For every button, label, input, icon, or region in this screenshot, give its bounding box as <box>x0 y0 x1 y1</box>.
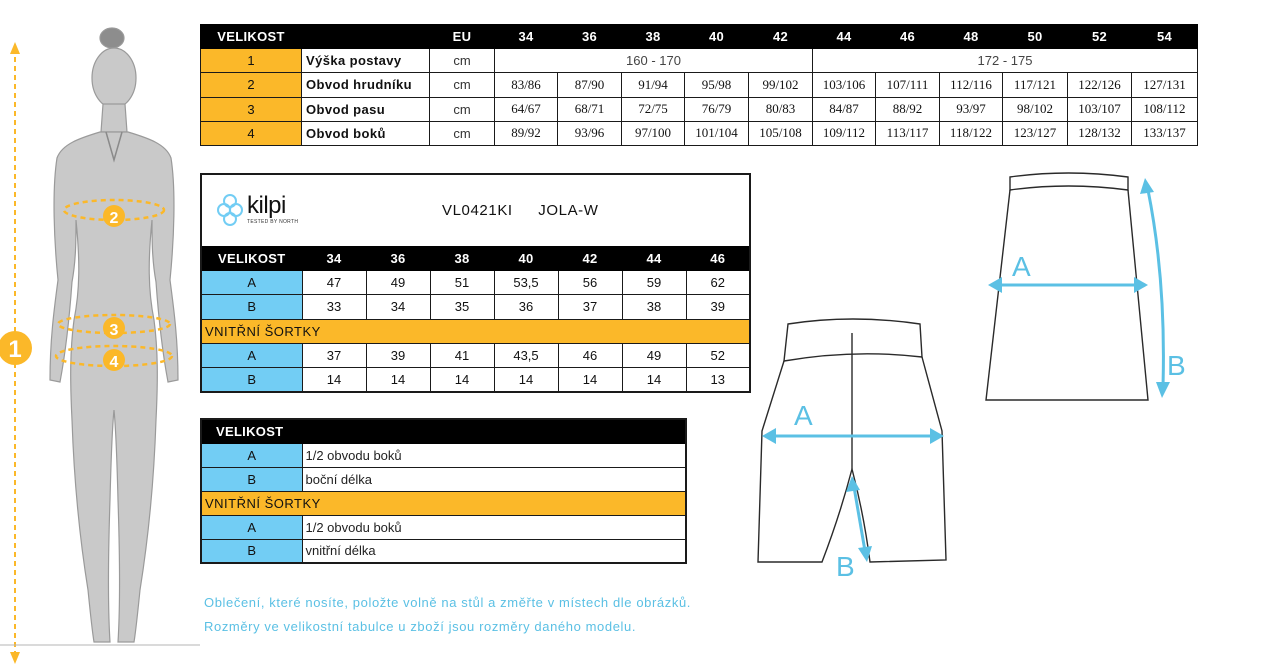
value-cell: 87/90 <box>558 73 622 97</box>
header-cell: 46 <box>686 246 750 270</box>
value-cell: 123/127 <box>1003 121 1068 145</box>
value-cell: 14 <box>558 368 622 392</box>
table-row <box>201 97 1198 121</box>
value-cell: 108/112 <box>1132 97 1198 121</box>
value-cell: 93/97 <box>940 97 1003 121</box>
value-cell: 117/121 <box>1003 73 1068 97</box>
row-label-cell: A <box>201 270 302 294</box>
value-cell: 51 <box>430 270 494 294</box>
value-cell: 34 <box>366 295 430 319</box>
row-description-cell: 1/2 obvodu boků <box>302 515 686 539</box>
value-cell: 35 <box>430 295 494 319</box>
table-row <box>201 467 686 491</box>
header-cell: 34 <box>302 246 366 270</box>
value-cell: 64/67 <box>495 97 558 121</box>
value-cell: 88/92 <box>876 97 940 121</box>
product-title-row <box>201 174 750 246</box>
value-cell: 93/96 <box>558 121 622 145</box>
table-row <box>201 515 686 539</box>
value-cell: 72/75 <box>622 97 685 121</box>
row-label-cell: B <box>201 295 302 319</box>
value-cell: 133/137 <box>1132 121 1198 145</box>
value-cell: 68/71 <box>558 97 622 121</box>
skirt-b-label: B <box>1167 350 1186 381</box>
value-cell: 37 <box>302 344 366 368</box>
header-cell: 48 <box>940 25 1003 49</box>
value-cell: 89/92 <box>495 121 558 145</box>
header-cell: 34 <box>495 25 558 49</box>
unit-cell: cm <box>430 73 495 97</box>
table-row <box>201 121 1198 145</box>
row-number-cell: 2 <box>201 73 302 97</box>
height-arrow-top <box>10 42 20 54</box>
value-cell: 105/108 <box>749 121 813 145</box>
value-cell: 14 <box>494 368 558 392</box>
row-label-cell: A <box>201 443 302 467</box>
header-cell <box>302 25 430 49</box>
row-label-cell: A <box>201 515 302 539</box>
value-cell: 84/87 <box>813 97 876 121</box>
value-cell: 14 <box>430 368 494 392</box>
measurement-legend-table <box>200 418 687 564</box>
value-cell: 47 <box>302 270 366 294</box>
measuring-note: Oblečení, které nosíte, položte volně na stůl a změřte v místech dle obrázků. <box>204 595 691 610</box>
value-cell: 41 <box>430 344 494 368</box>
body-size-header-row <box>201 25 1198 49</box>
marker-3-label: 3 <box>109 322 119 339</box>
value-cell: 122/126 <box>1068 73 1132 97</box>
row-label-cell: B <box>201 368 302 392</box>
value-cell: 99/102 <box>749 73 813 97</box>
table-row <box>201 270 750 294</box>
header-cell: 46 <box>876 25 940 49</box>
unit-cell: cm <box>430 49 495 73</box>
row-label-cell: Výška postavy <box>302 49 430 73</box>
inner-shorts-section-row <box>201 491 686 515</box>
table-row <box>201 539 686 563</box>
model-size-note: Rozměry ve velikostní tabulce u zboží jsou rozměry daného modelu. <box>204 619 637 634</box>
product-size-table <box>200 173 751 393</box>
header-cell: VELIKOST <box>201 25 302 49</box>
value-cell: 112/116 <box>940 73 1003 97</box>
value-cell: 109/112 <box>813 121 876 145</box>
header-cell: 42 <box>558 246 622 270</box>
marker-2-label: 2 <box>109 210 119 227</box>
value-cell: 39 <box>686 295 750 319</box>
skirt-a-label: A <box>1012 251 1031 282</box>
height-range-cell: 160 - 170 <box>495 49 813 73</box>
value-cell: 49 <box>366 270 430 294</box>
value-cell: 14 <box>366 368 430 392</box>
header-cell: 38 <box>622 25 685 49</box>
table-row <box>201 344 750 368</box>
row-number-cell: 3 <box>201 97 302 121</box>
header-cell: 36 <box>558 25 622 49</box>
inner-shorts-section-row <box>201 319 750 343</box>
value-cell: 83/86 <box>495 73 558 97</box>
shorts-a-label: A <box>794 400 813 431</box>
marker-1-label: 1 <box>8 336 22 363</box>
value-cell: 52 <box>686 344 750 368</box>
product-name: JOLA-W <box>538 201 599 219</box>
value-cell: 37 <box>558 295 622 319</box>
value-cell: 80/83 <box>749 97 813 121</box>
shorts-a-arrow <box>762 428 944 444</box>
marker-4-label: 4 <box>109 354 119 371</box>
kilpi-logo <box>216 192 302 228</box>
value-cell: 118/122 <box>940 121 1003 145</box>
value-cell: 33 <box>302 295 366 319</box>
logo-wordmark: kilpi <box>247 192 286 220</box>
value-cell: 38 <box>622 295 686 319</box>
product-header-row <box>201 246 750 270</box>
value-cell: 56 <box>558 270 622 294</box>
brand-logo-cell <box>201 174 302 246</box>
value-cell: 49 <box>622 344 686 368</box>
row-label-cell: A <box>201 344 302 368</box>
value-cell: 107/111 <box>876 73 940 97</box>
value-cell: 36 <box>494 295 558 319</box>
header-cell: 54 <box>1132 25 1198 49</box>
row-number-cell: 1 <box>201 49 302 73</box>
table-row <box>201 49 1198 73</box>
row-label-cell: B <box>201 467 302 491</box>
value-cell: 13 <box>686 368 750 392</box>
table-row <box>201 295 750 319</box>
header-cell: VELIKOST <box>201 419 686 443</box>
value-cell: 39 <box>366 344 430 368</box>
body-size-table <box>200 24 1198 146</box>
shorts-diagram <box>752 315 962 585</box>
value-cell: 53,5 <box>494 270 558 294</box>
value-cell: 14 <box>622 368 686 392</box>
product-title-cell <box>302 174 750 246</box>
value-cell: 59 <box>622 270 686 294</box>
unit-cell: cm <box>430 97 495 121</box>
value-cell: 62 <box>686 270 750 294</box>
value-cell: 113/117 <box>876 121 940 145</box>
section-title: VNITŘNÍ ŠORTKY <box>201 491 686 515</box>
table-row <box>201 368 750 392</box>
value-cell: 46 <box>558 344 622 368</box>
value-cell: 127/131 <box>1132 73 1198 97</box>
value-cell: 101/104 <box>685 121 749 145</box>
value-cell: 98/102 <box>1003 97 1068 121</box>
row-description-cell: 1/2 obvodu boků <box>302 443 686 467</box>
body-figure-diagram <box>0 20 200 664</box>
legend-header-row <box>201 419 686 443</box>
value-cell: 43,5 <box>494 344 558 368</box>
header-cell: 36 <box>366 246 430 270</box>
header-cell: 40 <box>494 246 558 270</box>
height-range-cell: 172 - 175 <box>813 49 1198 73</box>
row-description-cell: vnitřní délka <box>302 539 686 563</box>
row-label-cell: Obvod boků <box>302 121 430 145</box>
value-cell: 103/107 <box>1068 97 1132 121</box>
header-cell: 38 <box>430 246 494 270</box>
table-row <box>201 73 1198 97</box>
value-cell: 91/94 <box>622 73 685 97</box>
unit-cell: cm <box>430 121 495 145</box>
value-cell: 97/100 <box>622 121 685 145</box>
section-title: VNITŘNÍ ŠORTKY <box>201 319 750 343</box>
product-code: VL0421KI <box>442 201 513 219</box>
header-cell: 52 <box>1068 25 1132 49</box>
kilpi-knot-icon <box>216 192 244 228</box>
logo-tagline: TESTED BY NORTH <box>247 219 299 226</box>
shorts-b-label: B <box>836 551 855 582</box>
row-label-cell: Obvod hrudníku <box>302 73 430 97</box>
header-cell: 44 <box>813 25 876 49</box>
value-cell: 95/98 <box>685 73 749 97</box>
header-cell: 50 <box>1003 25 1068 49</box>
shorts-b-arrow <box>846 476 872 562</box>
header-cell: 44 <box>622 246 686 270</box>
row-label-cell: B <box>201 539 302 563</box>
value-cell: 103/106 <box>813 73 876 97</box>
skirt-diagram <box>980 170 1190 410</box>
value-cell: 76/79 <box>685 97 749 121</box>
row-description-cell: boční délka <box>302 467 686 491</box>
row-number-cell: 4 <box>201 121 302 145</box>
header-cell: 40 <box>685 25 749 49</box>
header-cell: 42 <box>749 25 813 49</box>
row-label-cell: Obvod pasu <box>302 97 430 121</box>
value-cell: 14 <box>302 368 366 392</box>
height-arrow-bottom <box>10 652 20 664</box>
table-row <box>201 443 686 467</box>
header-cell: EU <box>430 25 495 49</box>
header-cell: VELIKOST <box>201 246 302 270</box>
value-cell: 128/132 <box>1068 121 1132 145</box>
